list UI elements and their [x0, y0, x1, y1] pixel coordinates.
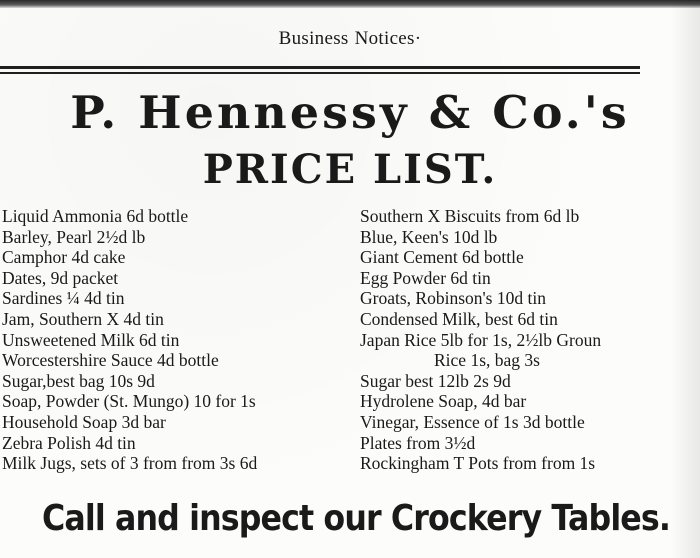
price-item: Groats, Robinson's 10d tin: [360, 288, 546, 309]
price-item: Plates from 3½d: [360, 432, 476, 453]
price-item: Zebra Polish 4d tin: [2, 432, 136, 453]
price-item: Unsweetened Milk 6d tin: [2, 329, 180, 350]
price-item: Sugar,best bag 10s 9d: [2, 370, 155, 391]
price-item: Jam, Southern X 4d tin: [2, 308, 164, 329]
price-item: Vinegar, Essence of 1s 3d bottle: [360, 411, 585, 432]
section-header-word1: Business: [278, 28, 349, 49]
advert-title: P. Hennessy & Co.'s: [70, 86, 630, 139]
price-item: Worcestershire Sauce 4d bottle: [2, 350, 219, 371]
price-item: Liquid Ammonia 6d bottle: [2, 206, 189, 226]
section-header: [0, 28, 700, 50]
advert-subtitle: PRICE LIST.: [202, 146, 498, 193]
price-item: Camphor 4d cake: [2, 247, 126, 268]
price-list-left-column: [2, 206, 347, 474]
price-item: Egg Powder 6d tin: [360, 267, 491, 288]
price-item: Milk Jugs, sets of 3 from from 3s 6d: [2, 453, 258, 474]
footer-slogan: Call and inspect our Crockery Tables.: [42, 498, 671, 539]
price-item: Blue, Keen's 10d lb: [360, 226, 498, 247]
top-rule: [0, 0, 700, 8]
price-list-right-column: [360, 206, 700, 474]
price-item: Condensed Milk, best 6d tin: [360, 308, 558, 329]
price-item: Sugar best 12lb 2s 9d: [360, 370, 511, 391]
page-edge-shadow: [670, 0, 700, 558]
price-item: Japan Rice 5lb for 1s, 2½lb Groun: [360, 329, 602, 350]
price-item: Household Soap 3d bar: [2, 411, 166, 432]
price-item: Southern X Biscuits from 6d lb: [360, 206, 580, 226]
price-item: Soap, Powder (St. Mungo) 10 for 1s: [2, 391, 256, 412]
price-item: Sardines ¼ 4d tin: [2, 288, 125, 309]
price-item: Hydrolene Soap, 4d bar: [360, 391, 527, 412]
price-item: Barley, Pearl 2½d lb: [2, 226, 146, 247]
section-header-word2: Notices·: [354, 28, 422, 49]
price-item: Rockingham T Pots from from 1s: [360, 453, 596, 474]
price-item: Giant Cement 6d bottle: [360, 247, 524, 268]
header-divider: [0, 66, 640, 74]
price-item: Dates, 9d packet: [2, 267, 119, 288]
price-item-continuation: Rice 1s, bag 3s: [434, 350, 540, 371]
